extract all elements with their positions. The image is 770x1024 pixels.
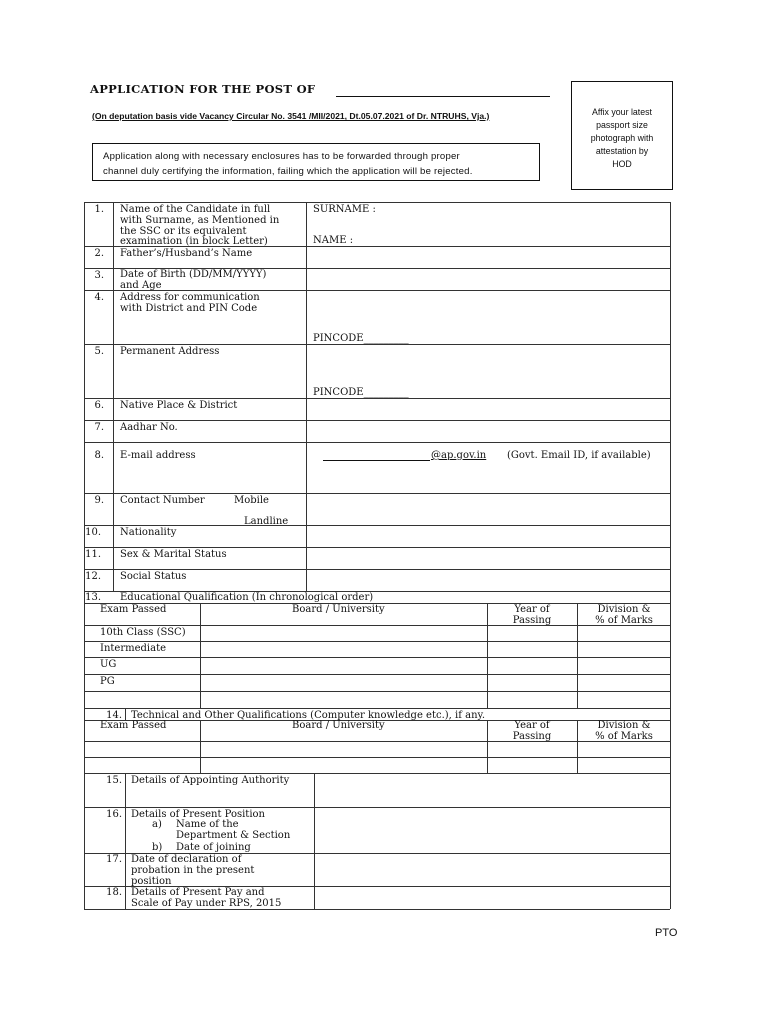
name-field[interactable]: NAME :	[313, 235, 354, 246]
row-number: 15.	[106, 775, 122, 786]
pay-l2: Scale of Pay under RPS, 2015	[131, 897, 282, 909]
rule	[84, 641, 670, 642]
rule	[84, 708, 670, 709]
address-pincode[interactable]: PINCODE_________	[313, 333, 409, 344]
address-label-l2: with District and PIN Code	[120, 302, 258, 314]
row-number: 18.	[106, 887, 122, 898]
rule	[113, 202, 114, 591]
rule	[670, 773, 671, 909]
rule	[125, 773, 126, 909]
candidate-name-label-l1: Name of the Candidate in full	[120, 204, 271, 215]
photo-line-4: attestation by	[595, 146, 649, 156]
row-number: 7.	[94, 422, 104, 433]
tech-col-division	[578, 721, 670, 743]
rule	[84, 202, 670, 203]
post-name-blank[interactable]	[336, 96, 550, 97]
address-label-l1: Address for communication	[120, 292, 260, 303]
dob-label-l1: Date of Birth (DD/MM/YYYY)	[120, 269, 267, 280]
tech-col-year-l1: Year of	[514, 720, 550, 731]
address-label	[120, 293, 260, 315]
row-number: 10.	[85, 527, 101, 538]
rule	[200, 603, 201, 708]
col-division-marks	[578, 605, 670, 627]
father-name-label: Father’s/Husband’s Name	[120, 248, 253, 259]
date-of-joining-label: Date of joining	[176, 842, 251, 853]
col-year-passing	[488, 605, 576, 627]
row-number: 8.	[94, 450, 104, 461]
social-status-label: Social Status	[120, 571, 187, 582]
rule	[84, 591, 85, 724]
edu-pg-label: PG	[100, 676, 115, 687]
row-number: 2.	[94, 248, 104, 259]
notice-line-2: channel duly certifying the information, failing which the application will be rejected.	[103, 166, 473, 177]
row-number: 16.	[106, 809, 122, 820]
row-number: 13.	[85, 592, 101, 603]
col-exam-passed: Exam Passed	[100, 604, 167, 615]
col-board-university: Board / University	[292, 604, 385, 615]
nationality-label: Nationality	[120, 527, 177, 538]
email-note: (Govt. Email ID, if available)	[507, 450, 651, 461]
rule	[84, 493, 670, 494]
rule	[670, 591, 671, 724]
tech-col-exam: Exam Passed	[100, 720, 167, 731]
rule	[84, 674, 670, 675]
probation-l1: Date of declaration of	[131, 854, 242, 865]
rule	[84, 547, 670, 548]
row-number: 4.	[94, 292, 104, 303]
row-number: 3.	[94, 270, 104, 281]
landline-label: Landline	[244, 516, 289, 527]
tech-col-year	[488, 721, 576, 743]
dob-label-l2: and Age	[120, 279, 162, 291]
form-title: APPLICATION FOR THE POST OF	[90, 82, 316, 96]
present-position-label: Details of Present Position	[131, 809, 265, 820]
candidate-name-label-l3: the SSC or its equivalent	[120, 225, 247, 237]
row-number: 17.	[106, 854, 122, 865]
photo-box[interactable]	[571, 81, 673, 190]
email-label: E-mail address	[120, 450, 196, 461]
edu-ug-label: UG	[100, 659, 117, 670]
department-l1: Name of the	[176, 819, 239, 830]
aadhar-label: Aadhar No.	[120, 422, 178, 433]
probation-label	[131, 855, 254, 887]
col-div-l2: % of Marks	[595, 614, 653, 626]
education-heading: Educational Qualification (In chronological order)	[120, 592, 374, 603]
row-number: 11.	[85, 549, 101, 560]
present-pay-label	[131, 888, 281, 910]
row-number: 5.	[94, 346, 104, 357]
department-section-label	[176, 820, 290, 842]
row-number: 12.	[85, 571, 101, 582]
native-place-label: Native Place & District	[120, 400, 238, 411]
candidate-name-label	[120, 205, 279, 248]
sex-marital-label: Sex & Marital Status	[120, 549, 227, 560]
rule	[84, 773, 85, 909]
email-user-blank[interactable]	[323, 460, 430, 461]
rule	[84, 807, 670, 808]
page-turn-over: PTO	[655, 927, 678, 939]
col-div-l1: Division &	[597, 604, 651, 615]
col-year-l2: Passing	[512, 614, 552, 626]
email-domain: @ap.gov.in	[431, 450, 487, 461]
sub-a-marker: a)	[152, 819, 162, 830]
dob-label	[120, 270, 266, 292]
tech-col-div-l2: % of Marks	[595, 730, 653, 742]
tech-col-div-l1: Division &	[597, 720, 651, 731]
row-number: 9.	[94, 495, 104, 506]
circular-reference: (On deputation basis vide Vacancy Circular No. 3541 /MII/2021, Dt.05.07.2021 of Dr. NTRUHS, Vja.)	[92, 111, 490, 121]
row-number: 14.	[106, 710, 122, 721]
photo-line-2: passport size	[596, 120, 648, 130]
probation-l2: probation in the present	[131, 864, 255, 876]
instructions-box	[92, 143, 540, 181]
rule	[84, 720, 85, 773]
contact-label: Contact Number	[120, 495, 205, 506]
edu-intermediate-label: Intermediate	[100, 643, 167, 654]
department-l2: Department & Section	[176, 829, 291, 841]
tech-col-board: Board / University	[292, 720, 385, 731]
rule	[84, 691, 670, 692]
photo-line-1: Affix your latest	[592, 107, 652, 117]
rule	[125, 709, 126, 720]
rule	[84, 757, 670, 758]
probation-l3: position	[131, 875, 172, 887]
rule	[84, 773, 670, 774]
rule	[84, 569, 670, 570]
tech-col-year-l2: Passing	[512, 730, 552, 742]
candidate-name-label-l2: with Surname, as Mentioned in	[120, 214, 280, 226]
photo-line-3: photograph with	[590, 133, 654, 143]
rule	[670, 720, 671, 773]
surname-field[interactable]: SURNAME :	[313, 204, 376, 215]
pay-l1: Details of Present Pay and	[131, 887, 265, 898]
candidate-name-label-l4: examination (in block Letter)	[120, 236, 268, 248]
rule	[84, 442, 670, 443]
permanent-address-label: Permanent Address	[120, 346, 220, 357]
edu-ssc-label: 10th Class (SSC)	[100, 627, 186, 638]
row-number: 1.	[94, 204, 104, 215]
rule	[314, 773, 315, 909]
rule	[84, 420, 670, 421]
notice-line-1: Application along with necessary enclosures has to be forwarded through proper	[103, 151, 460, 162]
rule	[84, 657, 670, 658]
mobile-label: Mobile	[234, 495, 269, 506]
technical-heading: Technical and Other Qualifications (Computer knowledge etc.), if any.	[131, 710, 486, 721]
photo-line-5: HOD	[612, 159, 632, 169]
col-year-l1: Year of	[514, 604, 550, 615]
rule	[84, 525, 670, 526]
permanent-pincode[interactable]: PINCODE_________	[313, 387, 409, 398]
rule	[306, 202, 307, 591]
rule	[200, 720, 201, 773]
sub-b-marker: b)	[152, 842, 163, 853]
appointing-authority-label: Details of Appointing Authority	[131, 775, 290, 786]
row-number: 6.	[94, 400, 104, 411]
rule	[670, 202, 671, 591]
